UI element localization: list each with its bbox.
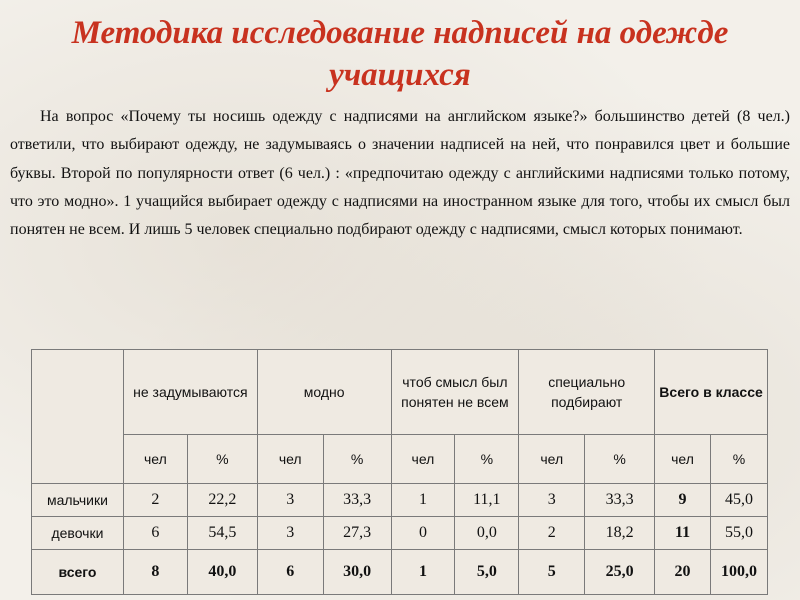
table-cell: 2 [123, 484, 187, 517]
table-cell: 0 [391, 517, 455, 550]
header-total-class: Всего в классе [655, 350, 768, 435]
header-fashionable: модно [257, 350, 391, 435]
table-cell: 3 [257, 517, 323, 550]
table-cell: 20 [655, 550, 711, 595]
subheader-cell: % [323, 435, 391, 484]
slide-title: Методика исследование надписей на одежде учащихся [71, 15, 729, 93]
subheader-cell: чел [519, 435, 585, 484]
table-cell: 5,0 [455, 550, 519, 595]
table-cell: 3 [257, 484, 323, 517]
table-cell: 3 [519, 484, 585, 517]
subheader-cell: % [710, 435, 767, 484]
header-not-understood: чтоб смысл был понятен не всем [391, 350, 519, 435]
table-cell: 30,0 [323, 550, 391, 595]
table-cell: 1 [391, 550, 455, 595]
body-paragraph: На вопрос «Почему ты носишь одежду с надписями на английском языке?» большинство детей (8 чел.) ответили, что выбирают одежду, не задумываясь о значении надписей на ней, что понравился цвет и большие буквы. Второй по популярности ответ (6 чел.) : «предпочитаю одежду с английскими надписями только потому, что это модно». 1 учащийся выбирает одежду с надписями на иностранном языке для того, чтобы их смысл был понятен не всем. И лишь 5 человек специально подбирают одежду с надписями, смысл которых понимают. [10, 108, 790, 239]
subheader-cell: % [455, 435, 519, 484]
row-label-girls: девочки [32, 517, 124, 550]
table-corner-cell [32, 350, 124, 484]
table-row-total [32, 550, 768, 595]
table-cell: 33,3 [585, 484, 655, 517]
subheader-cell: чел [391, 435, 455, 484]
table-cell: 6 [123, 517, 187, 550]
table-cell: 27,3 [323, 517, 391, 550]
row-label-total: всего [32, 550, 124, 595]
table-row [32, 484, 768, 517]
table-cell: 8 [123, 550, 187, 595]
table-cell: 11 [655, 517, 711, 550]
table-cell: 2 [519, 517, 585, 550]
table-cell: 54,5 [187, 517, 257, 550]
table-cell: 0,0 [455, 517, 519, 550]
table-header-row [32, 350, 768, 435]
subheader-cell: % [585, 435, 655, 484]
table-cell: 9 [655, 484, 711, 517]
table-cell: 55,0 [710, 517, 767, 550]
table-cell: 5 [519, 550, 585, 595]
subheader-cell: % [187, 435, 257, 484]
table-cell: 25,0 [585, 550, 655, 595]
table-subheader-row [32, 435, 768, 484]
table-cell: 6 [257, 550, 323, 595]
table-row [32, 517, 768, 550]
row-label-boys: мальчики [32, 484, 124, 517]
survey-table [31, 349, 768, 595]
subheader-cell: чел [257, 435, 323, 484]
header-not-thinking: не задумываются [123, 350, 257, 435]
table-cell: 1 [391, 484, 455, 517]
table-cell: 100,0 [710, 550, 767, 595]
table-cell: 22,2 [187, 484, 257, 517]
subheader-cell: чел [123, 435, 187, 484]
table-cell: 40,0 [187, 550, 257, 595]
table-cell: 33,3 [323, 484, 391, 517]
table-cell: 11,1 [455, 484, 519, 517]
header-specially-choose: специально подбирают [519, 350, 655, 435]
table-cell: 45,0 [710, 484, 767, 517]
subheader-cell: чел [655, 435, 711, 484]
table-cell: 18,2 [585, 517, 655, 550]
